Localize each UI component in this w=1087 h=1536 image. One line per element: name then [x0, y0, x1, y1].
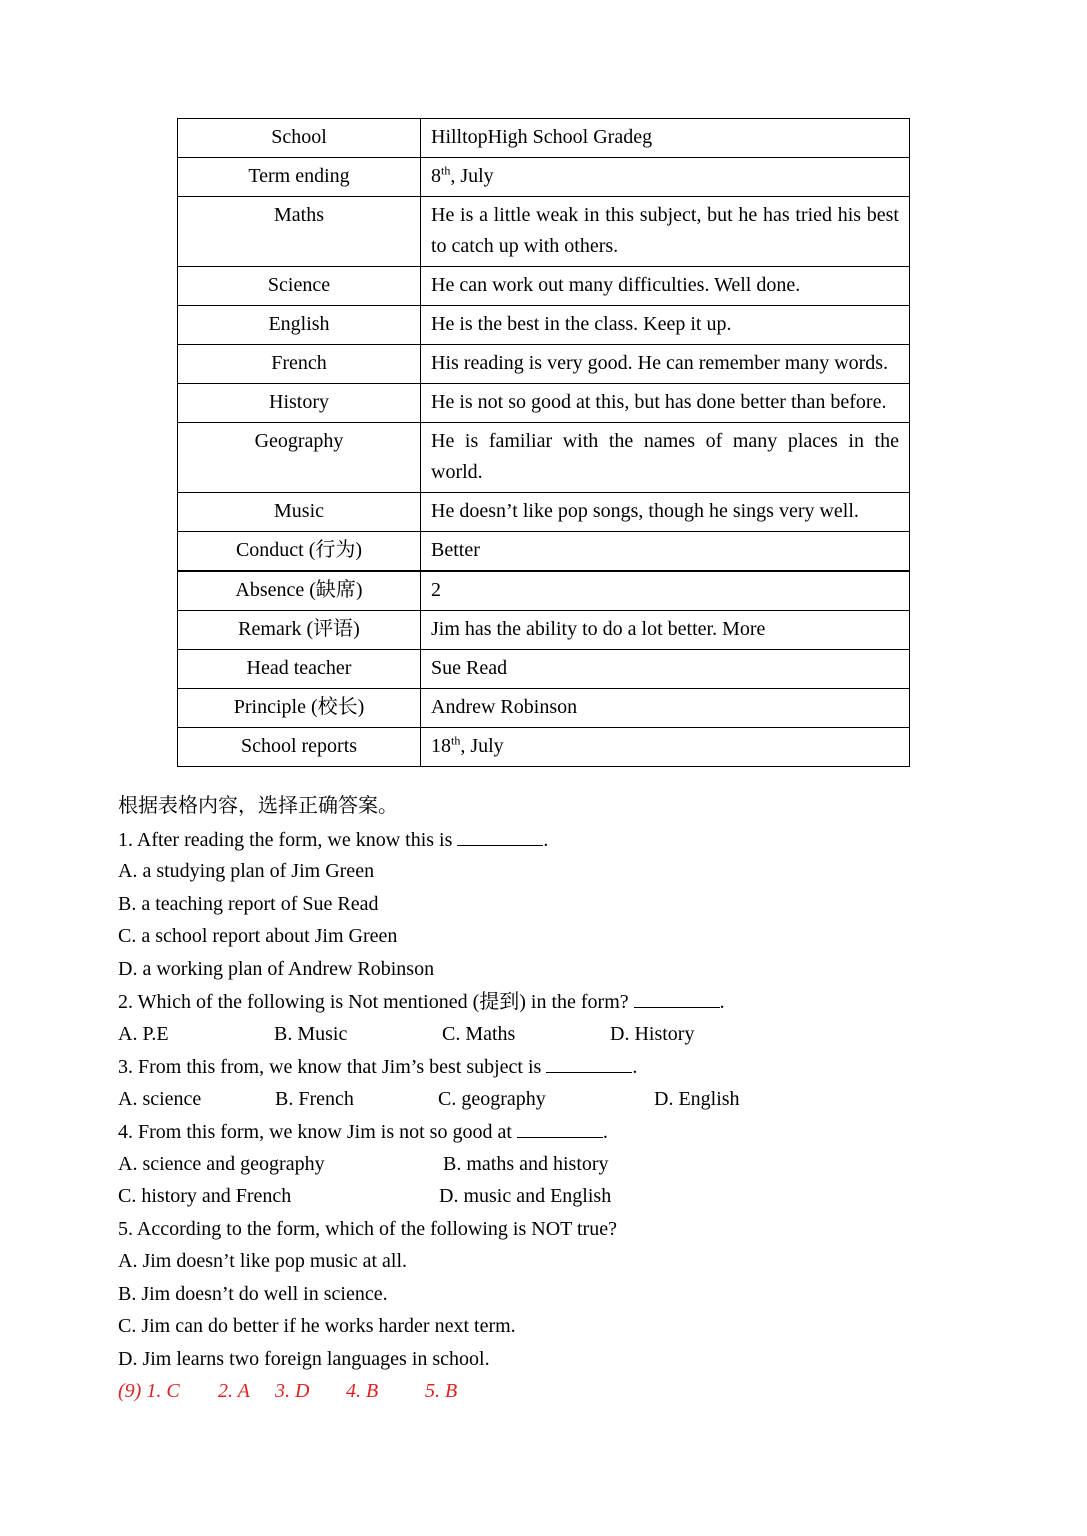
question-end: . — [632, 1056, 638, 1078]
row-label: History — [178, 384, 421, 423]
row-label: Term ending — [178, 158, 421, 197]
answer-4: 4. B — [346, 1380, 379, 1402]
report-row-principle — [178, 689, 910, 728]
row-label: Science — [178, 267, 421, 306]
option-d: D. History — [610, 1022, 695, 1045]
row-label: Remark (评语) — [178, 611, 421, 650]
report-row-maths — [178, 197, 910, 267]
row-value: He doesn’t like pop songs, though he sings very well. — [421, 493, 910, 532]
answer-blank — [546, 1050, 632, 1073]
report-row-school-reports — [178, 728, 910, 767]
question-end: . — [543, 828, 549, 851]
row-label: School reports — [178, 728, 421, 767]
report-row-conduct — [178, 532, 910, 572]
question-text: 3. From this from, we know that Jim’s best subject is — [118, 1056, 542, 1078]
question-1-stem — [118, 823, 978, 856]
questions-section — [118, 790, 978, 1408]
row-label: Geography — [178, 423, 421, 493]
row-value: He can work out many difficulties. Well done. — [421, 267, 910, 306]
row-label: Head teacher — [178, 650, 421, 689]
option-a: A. science — [118, 1087, 202, 1110]
row-value: 2 — [421, 571, 910, 611]
question-5-option-a: A. Jim doesn’t like pop music at all. — [118, 1250, 408, 1272]
row-value: He is not so good at this, but has done better than before. — [421, 384, 910, 423]
report-row-remark — [178, 611, 910, 650]
answer-blank — [634, 985, 720, 1008]
row-label: Principle (校长) — [178, 689, 421, 728]
question-5-option-d: D. Jim learns two foreign languages in school. — [118, 1347, 490, 1370]
date-suffix: th — [441, 163, 451, 178]
question-4-options-cd — [118, 1180, 978, 1213]
question-5-stem: 5. According to the form, which of the following is NOT true? — [118, 1217, 617, 1240]
row-value — [421, 728, 910, 767]
row-label: French — [178, 345, 421, 384]
date-day: 8 — [431, 165, 441, 187]
question-5-option-b: B. Jim doesn’t do well in science. — [118, 1282, 388, 1305]
date-day: 18 — [431, 735, 451, 757]
answer-5: 5. B — [425, 1380, 458, 1402]
report-row-english — [178, 306, 910, 345]
option-d: D. English — [654, 1087, 740, 1110]
row-label: School — [178, 119, 421, 158]
question-end: . — [719, 991, 725, 1013]
row-label: Conduct (行为) — [178, 532, 421, 572]
question-3-options — [118, 1083, 978, 1116]
school-report-table — [177, 118, 910, 767]
answer-key — [118, 1375, 978, 1408]
question-text: 4. From this form, we know Jim is not so good at — [118, 1121, 512, 1143]
report-row-history — [178, 384, 910, 423]
date-suffix: th — [451, 733, 461, 748]
option-a: A. science and geography — [118, 1152, 325, 1175]
row-label: Music — [178, 493, 421, 532]
report-row-term-ending — [178, 158, 910, 197]
report-row-music — [178, 493, 910, 532]
row-label: English — [178, 306, 421, 345]
date-month: , July — [450, 165, 494, 187]
report-row-science — [178, 267, 910, 306]
answer-blank — [517, 1115, 603, 1138]
question-2-options — [118, 1018, 978, 1051]
question-1-option-a: A. a studying plan of Jim Green — [118, 860, 375, 882]
question-1-option-c: C. a school report about Jim Green — [118, 925, 398, 947]
row-value: His reading is very good. He can remember many words. — [421, 345, 910, 384]
report-row-school — [178, 119, 910, 158]
question-text: 1. After reading the form, we know this is — [118, 828, 453, 851]
report-row-french — [178, 345, 910, 384]
row-value: Jim has the ability to do a lot better. More — [421, 611, 910, 650]
question-5-option-c: C. Jim can do better if he works harder next term. — [118, 1315, 516, 1337]
row-label: Absence (缺席) — [178, 571, 421, 611]
question-4-options-ab — [118, 1148, 978, 1181]
question-end: . — [602, 1121, 608, 1143]
option-c: C. history and French — [118, 1185, 292, 1207]
option-b: B. maths and history — [443, 1152, 609, 1175]
question-1-option-d: D. a working plan of Andrew Robinson — [118, 957, 435, 980]
option-a: A. P.E — [118, 1022, 169, 1045]
date-month: , July — [460, 735, 504, 757]
row-value: He is a little weak in this subject, but he has tried his best to catch up with others. — [421, 197, 910, 267]
option-d: D. music and English — [439, 1185, 612, 1207]
answer-1: (9) 1. C — [118, 1380, 180, 1402]
question-4-stem — [118, 1115, 978, 1148]
row-value: Andrew Robinson — [421, 689, 910, 728]
answer-3: 3. D — [275, 1380, 310, 1402]
row-value: Sue Read — [421, 650, 910, 689]
row-value: HilltopHigh School Gradeg — [421, 119, 910, 158]
row-value — [421, 158, 910, 197]
option-c: C. geography — [438, 1087, 546, 1110]
question-3-stem — [118, 1050, 978, 1083]
option-b: B. French — [275, 1087, 354, 1110]
option-b: B. Music — [274, 1022, 348, 1045]
question-text: 2. Which of the following is Not mentioned (提到) in the form? — [118, 991, 629, 1013]
report-row-head-teacher — [178, 650, 910, 689]
row-label: Maths — [178, 197, 421, 267]
answer-2: 2. A — [218, 1380, 250, 1402]
row-value: He is the best in the class. Keep it up. — [421, 306, 910, 345]
report-row-absence — [178, 571, 910, 611]
question-2-stem — [118, 985, 978, 1018]
row-value: He is familiar with the names of many places in the world. — [421, 423, 910, 493]
instruction: 根据表格内容，选择正确答案。 — [118, 795, 398, 817]
question-1-option-b: B. a teaching report of Sue Read — [118, 892, 379, 915]
answer-blank — [457, 823, 543, 846]
option-c: C. Maths — [442, 1022, 516, 1045]
report-row-geography — [178, 423, 910, 493]
row-value: Better — [421, 532, 910, 572]
